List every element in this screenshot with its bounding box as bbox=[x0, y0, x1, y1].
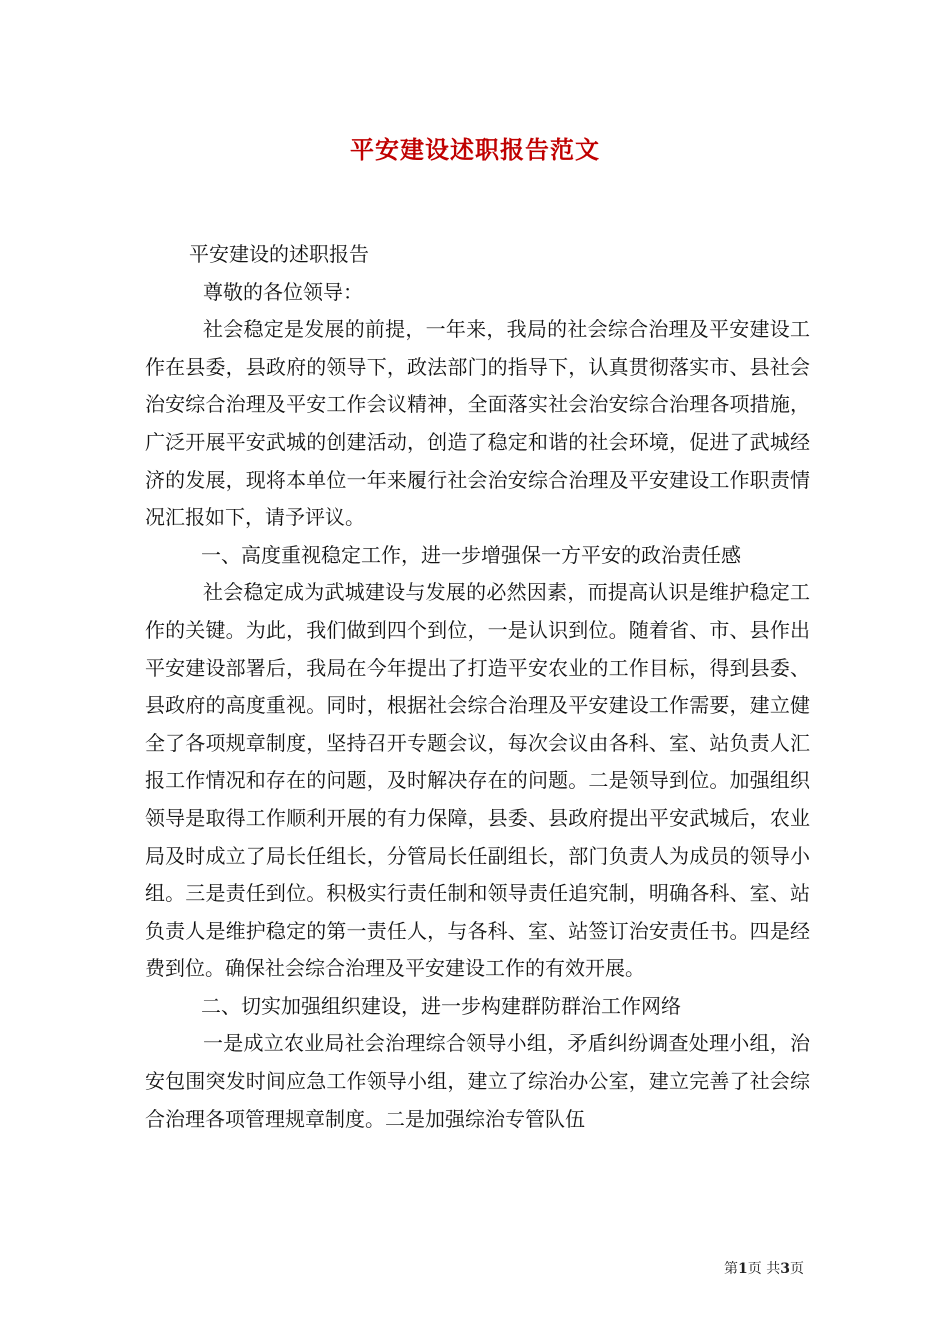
paragraph-section-2: 一是成立农业局社会治理综合领导小组，矛盾纠纷调查处理小组，治安包围突发时间应急工作领导小组，建立了综治办公室，建立完善了社会综合治理各项管理规章制度。二是加强综治专管队伍 bbox=[145, 1031, 810, 1131]
section-heading-1: 一、高度重视稳定工作，进一步增强保一方平安的政治责任感 bbox=[201, 542, 741, 567]
document-title: 平安建设述职报告范文 bbox=[350, 135, 600, 164]
footer-middle: 页 共 bbox=[747, 1261, 781, 1277]
salutation: 尊敬的各位领导： bbox=[203, 279, 363, 304]
footer-current-page: 1 bbox=[738, 1261, 748, 1277]
section-heading-2: 二、切实加强组织建设，进一步构建群防群治工作网络 bbox=[201, 993, 681, 1018]
page-number-footer bbox=[724, 1258, 804, 1278]
paragraph-section-1: 社会稳定成为武城建设与发展的必然因素，而提高认识是维护稳定工作的关键。为此，我们做到四个到位，一是认识到位。随着省、市、县作出平安建设部署后，我局在今年提出了打造平安农业的工作目标，得到县委、县政府的高度重视。同时，根据社会综合治理及平安建设工作需要，建立健全了各项规章制度，坚持召开专题会议，每次会议由各科、室、站负责人汇报工作情况和存在的问题，及时解决存在的问题。二是领导到位。加强组织领导是取得工作顺利开展的有力保障，县委、县政府提出平安武城后，农业局及时成立了局长任组长，分管局长任副组长，部门负责人为成员的领导小组。三是责任到位。积极实行责任制和领导责任追究制，明确各科、室、站负责人是维护稳定的第一责任人，与各科、室、站签订治安责任书。四是经费到位。确保社会综合治理及平安建设工作的有效开展。 bbox=[145, 580, 810, 981]
footer-prefix: 第 bbox=[724, 1261, 739, 1277]
footer-total-pages: 3 bbox=[780, 1261, 790, 1277]
document-body bbox=[145, 236, 810, 1138]
paragraph-intro: 社会稳定是发展的前提，一年来，我局的社会综合治理及平安建设工作在县委，县政府的领导下，政法部门的指导下，认真贯彻落实市、县社会治安综合治理及平安工作会议精神，全面落实社会治安综合治理各项措施，广泛开展平安武城的创建活动，创造了稳定和谐的社会环境，促进了武城经济的发展，现将本单位一年来履行社会治安综合治理及平安建设工作职责情况汇报如下，请予评议。 bbox=[145, 317, 810, 530]
report-heading: 平安建设的述职报告 bbox=[189, 242, 369, 266]
footer-suffix: 页 bbox=[790, 1261, 804, 1277]
